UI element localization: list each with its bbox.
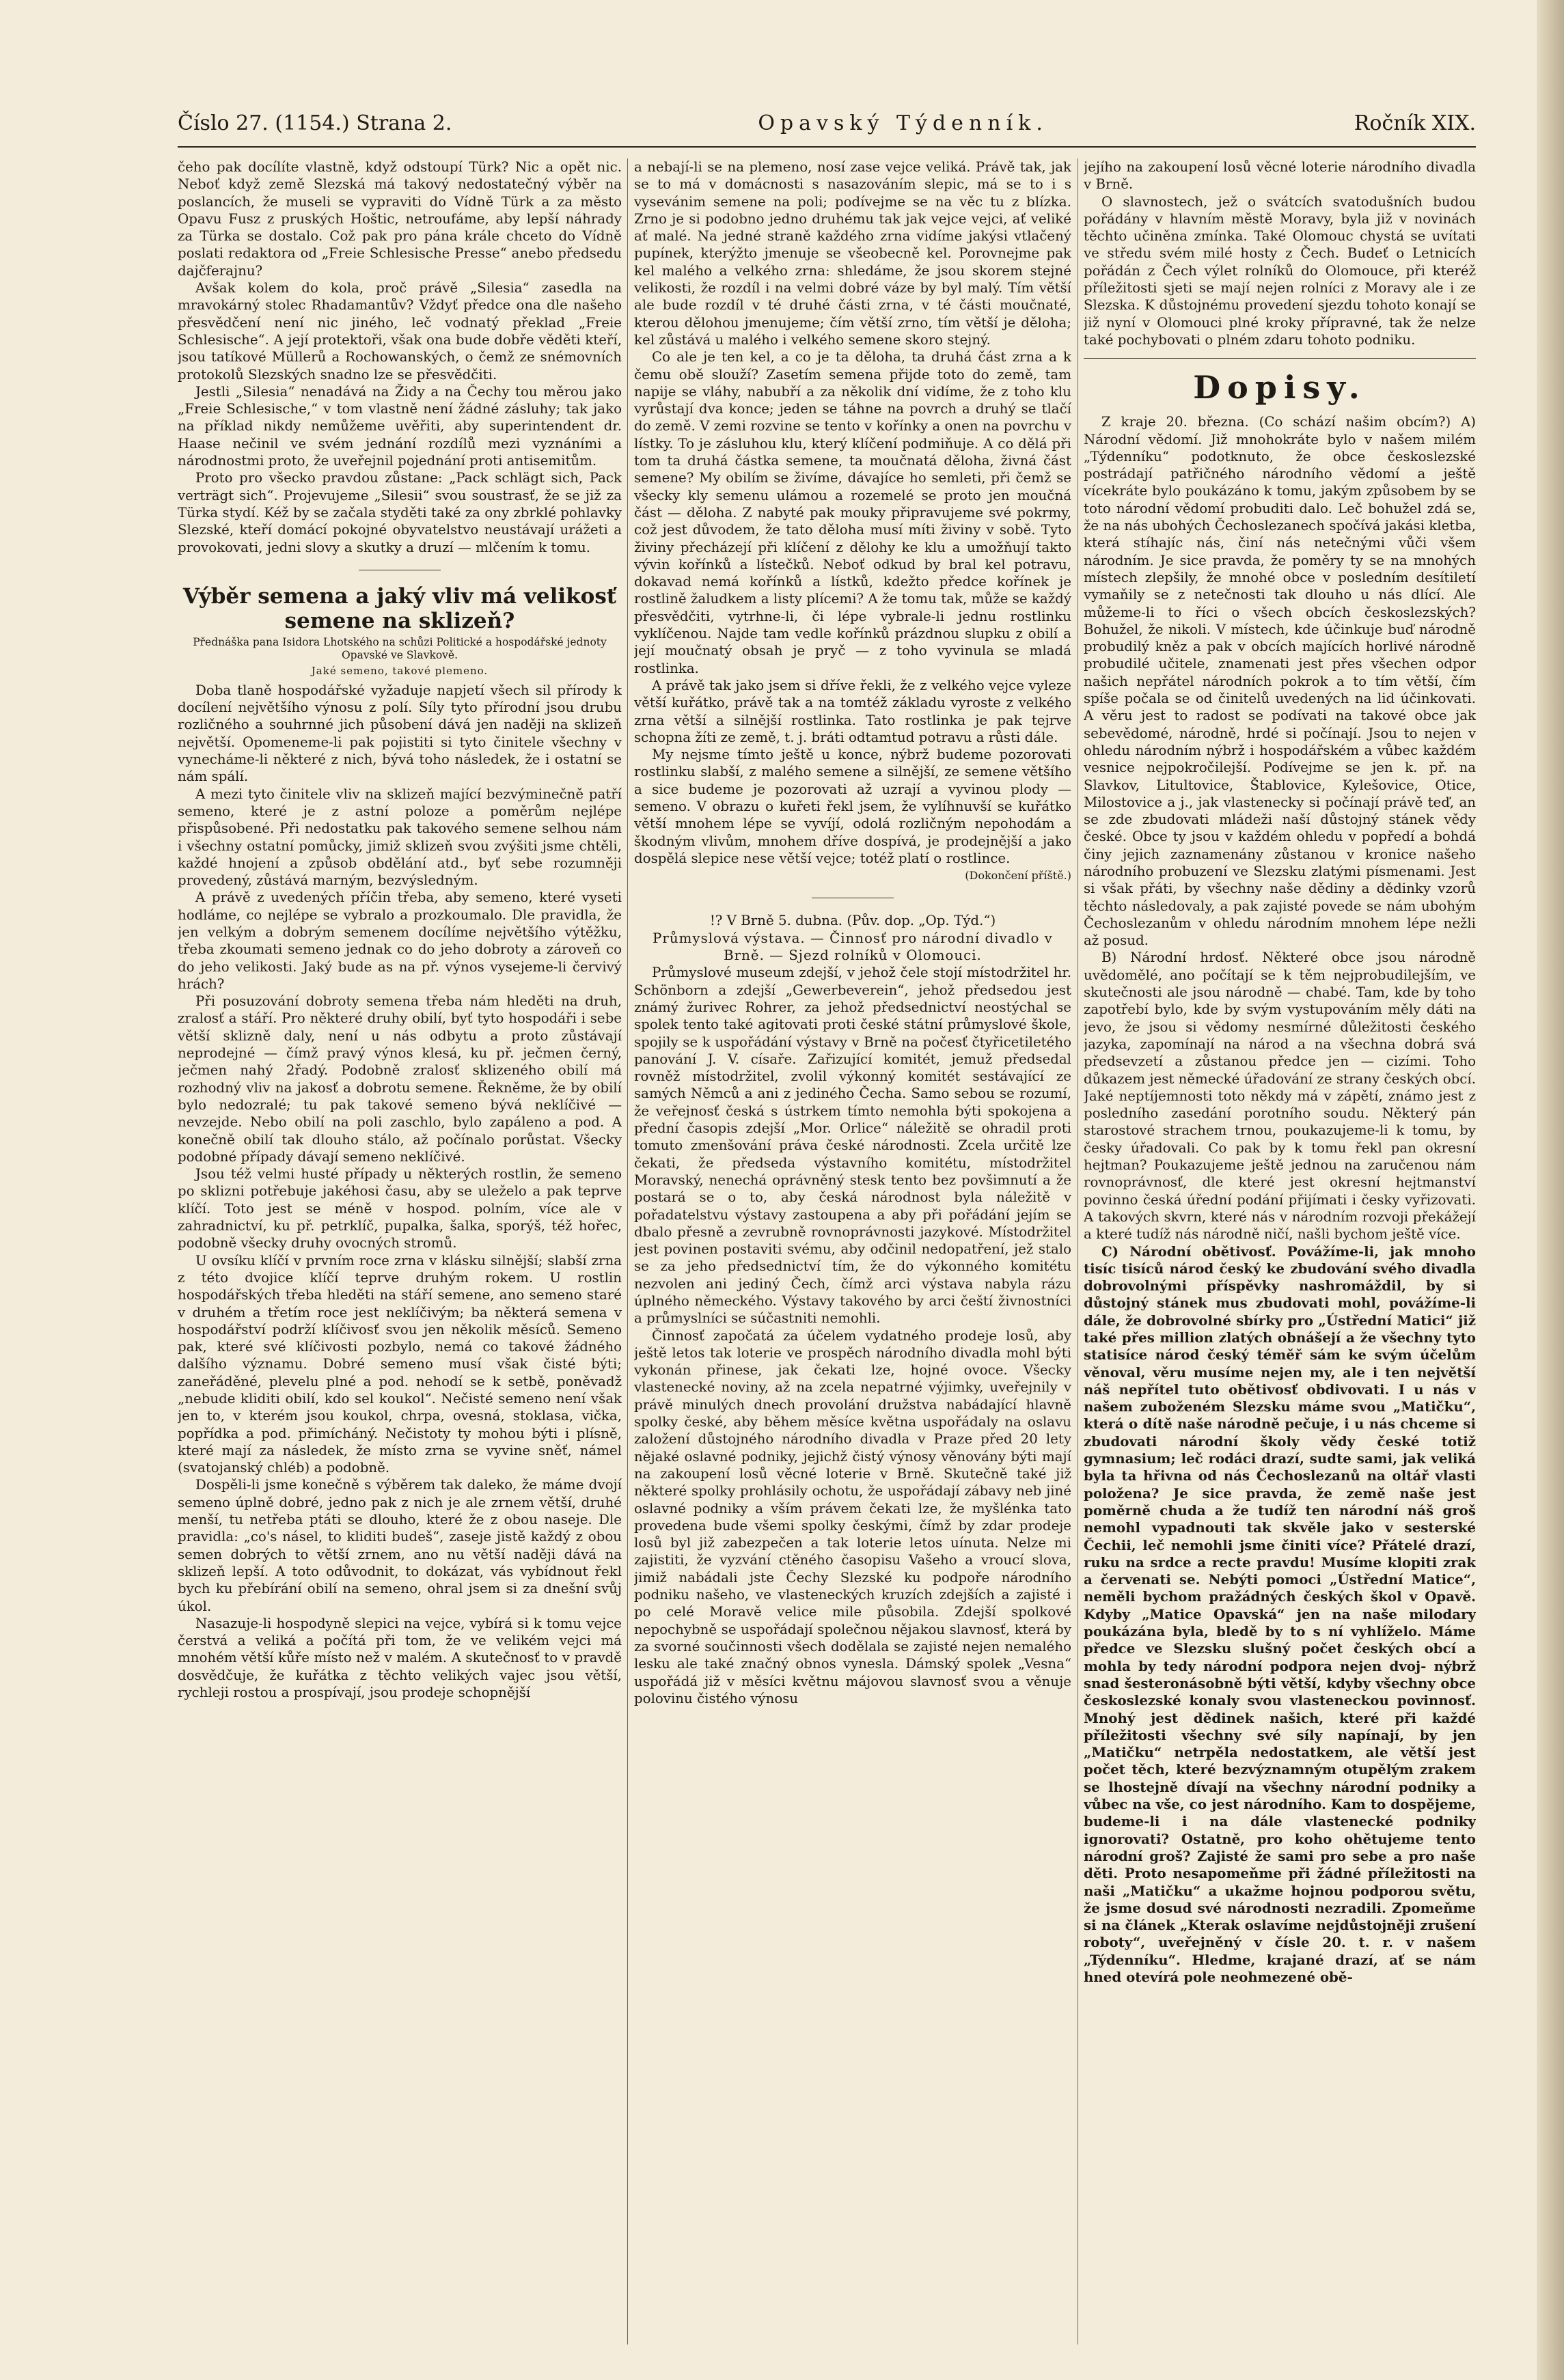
page-spine-shadow <box>1537 0 1564 2380</box>
paragraph: jejího na zakoupení losů věcné loterie národního divadla v Brně. <box>1084 159 1476 193</box>
paragraph: Jestli „Silesia“ nenadává na Židy a na Čechy tou měrou jako „Freie Schlesische,“ v tom vlastně není žádné zásluhy; tak jako na příklad nikdy nemůžeme uvěřiti, aby superintendent dr. Haase nečinil ve svém jednání rozdílů mezi vyznáními a národnostmi proto, že uveřejnil pojednání proti antisemitům. <box>178 383 622 469</box>
paragraph: O slavnostech, jež o svátcích svatodušních budou pořádány v hlavním městě Moravy, byla již v novinách těchto učiněna zmínka. Také Olomouc chystá se uvítati ve středu svém milé hosty z Čech. Budeť o Letnicích pořádán z Čech výlet rolníků do Olomouce, při kteréž příležitosti sjeti se mají nejen rolníci z Moravy ale i ze Slezska. K důstojnému provedení sjezdu tohoto konají se již nyní v Olomouci plné kroky přípravné, tak že nelze také pochybovati o plném zdaru tohoto podniku. <box>1084 193 1476 348</box>
paragraph: Z kraje 20. března. (Co schází našim obcím?) A) Národní vědomí. Již mnohokráte bylo v našem milém „Týdenníku“ podotknuto, že obce českoslezské postrádají patřičného národního vědomí a ještě vícekráte bylo poukázáno k tomu, jakým způsobem by se toto národní vědomí probuditi dalo. Leč bohužel zdá se, že na nás ubohých Čechoslezanech spočívá jakási kletba, která stíhajíc nás, činí nás netečnými vůči všem národním. Je sice pravda, že poměry ty se na mnohých místech zlepšily, že mnohé obce v posledním desítiletí vymaňily se z netečnosti tak dlouho u nás dlící. Ale můžeme-li to říci o všech obcích českoslezských? Bohužel, že nikoli. V místech, kde účinkuje buď národně probudilý kněz a pak v obcích majících horlivé národně probudilé učitele, znamenati jest přes všechen odpor našich nepřátel národních pokrok a to tím větší, čím spíše počala se od činitelů uvedených na lid účinkovati. A věru jest to radost se podívati na takové obce jak sebevědomé, národně, hrdé si počínají. Jsou to nejen v ohledu národním nýbrž i hospodářském a vůbec každém vesnice nejpokročilejší. Podívejme se jen k. př. na Slavkov, Litultovice, Štablovice, Kylešovice, Otice, Milostovice a j., jak vlastenecky si počínají právě teď, an se zde zbudovati mládeži naší důstojný stánek vědy české. Obce ty jsou v každém ohledu v popředí a bohdá činy jejich zaznamenány zůstanou v kronice našeho národního probuzení ve Slezsku zlatými písmenami. Jest si však přáti, by všechny naše dědiny a dědinky vzorů těchto následovaly, a pak zajisté povede se nám ubohým Čechoslezanům v ohledu národním mnohem lépe nežli až posud. <box>1084 414 1476 949</box>
article-title: Výběr semena a jaký vliv má velikosť semene na sklizeň? <box>182 583 617 633</box>
paragraph: A právě tak jako jsem si dříve řekli, že z velkého vejce vyleze větší kuřátko, právě tak a na tomtéž základu vyroste z velkého zrna větší a silnější rostlinka. Tato rostlinka je pak tejrve schopna žíti ze země, t. j. bráti odtamtud potravu a růsti dále. <box>634 677 1071 745</box>
paragraph: Při posuzování dobroty semena třeba nám hleděti na druh, zralosť a stáří. Pro některé druhy obilí, byť tyto hospodáři i sebe větší sklizně daly, není u nás odbytu a proto zůstávají neprodejné — čímž pravý výnos klesá, ku př. ječmen černý, ječmen nahý 2řadý. Podobně zralosť sklizeného obilí má rozhodný vliv na jakosť a dobrotu semene. Řekněme, že by obilí bylo nedozralé; tu pak takové semeno bývá neklíčivé — nevzejde. Nebo obilí na poli zaschlo, bylo zapáleno a pod. A konečně obilí tak dlouho stálo, až počínalo porůstat. Všecky podobné případy dávají semeno neklíčivé. <box>178 993 622 1165</box>
paragraph: C) Národní obětivosť. Povážíme-li, jak mnoho tisíc tisíců národ český ke zbudování svého divadla dobrovolnými příspěvky nashromáždil, by si důstojný stánek mus zbudovati mohl, povážíme-li dále, že dobrovolné sbírky pro „Ústřední Matici“ již také přes million zlatých obnášejí a že všechny tyto statisíce národ český téměř sám ke svým účelům věnoval, věru musíme nejen my, ale i ten největší náš nepřítel tuto obětivosť obdivovati. I u nás v našem zuboženém Slezsku máme svou „Matičku“, která o dítě naše národně pečuje, i u nás chceme si zbudovati národní školy vědy české totiž gymnasium; leč rodáci drazí, sudte sami, jak veliká byla ta hřivna od nás Čechoslezanů na oltář vlasti položena? Je sice pravda, že země naše jest poměrně chuda a že tudíž ten národní náš groš nemohl vypadnouti tak skvěle jako v sesterské Čechii, leč nemohli jsme činiti více? Přátelé drazí, ruku na srdce a recte pravdu! Musíme klopiti zrak a červenati se. Nebýti pomoci „Ústřední Matice“, neměli bychom pražádných českých škol v Opavě. Kdyby „Matice Opavská“ jen na naše milodary poukázána byla, bledě by to s ní vyhlíželo. Máme předce ve Slezsku slušný počet českých obcí a mohla by tedy národní podpora nejen dvoj- nýbrž snad šesteronásobně býti větší, kdyby všechny obce českoslezské konaly svou vlasteneckou povinnosť. Mnohý jest dědinek našich, které při každé příležitosti všechny své síly napínají, by jen „Matičku“ netrpěla nedostatkem, ale větší jest počet těch, které bezvýznamným otupělým zrakem se lhostejně dívají na všechny národní podniky a vůbec na vše, co jest národního. Kam to dospějeme, budeme-li i na dále vlastenecké podniky ignorovati? Ostatně, pro koho ohětujeme tento národní groš? Zajisté že sami pro sebe a pro naše děti. Proto nesapomeňme při žádné příležitosti na naši „Matičku“ a ukažme hojnou podporou světu, že jsme dosud své národnosti nezradili. Zpomeňme si na článek „Kterak oslavíme nejdůstojněji zrušení roboty“, uveřejněný v čísle 20. t. r. v našem „Týdenníku“. Hledme, krajané drazí, ať se nám hned otevírá pole neohmezené obě- <box>1084 1243 1476 1985</box>
paragraph: Nasazuje-li hospodyně slepici na vejce, vybírá si k tomu vejce čerstvá a veliká a počítá při tom, že ve velikém vejci má mnohém větší kůře místo než v malém. A skutečnosť to v pravdě dosvědčuje, že kuřátka z těchto velikých vajec jsou větší, rychleji rostou a prospívají, jsou prodeje schopnější <box>178 1615 622 1701</box>
column-divider <box>627 158 628 2344</box>
issue-number: Číslo 27. (1154.) Strana 2. <box>178 111 452 135</box>
paragraph: Co ale je ten kel, a co je ta děloha, ta druhá část zrna a k čemu obě slouží? Zasetím semena přijde toto do země, tam napije se vláhy, nabubří a za několik dní vidíme, že z toho klu vyrůstají dva konce; jeden se táhne na povrch a druhý se tlačí do země. V zemi rozvine se tento v kořínky a onen na povrchu v lístky. To je zásluhou klu, který klíčení podmiňuje. A co dělá při tom ta druhá částka semene, ta moučnatá děloha, živná část semene? My obilím se živíme, dávajíce ho semleti, při čemž se všecky kly semenu ulámou a rozemelé se proto jen moučná část — děloha. Z nabyté pak mouky připravujeme své pokrmy, což jest důvodem, že tato děloha musí míti živiny v sobě. Tyto živiny přecházejí při klíčení z dělohy ke klu a umožňují takto vývin kořínků a lístečků. Neboť odkud by bral kel potravu, dokavad nemá kořínků a lístků, kdežto předce kořínek je rostlině žaludkem a listy plícemi? A že tomu tak, může se každý přesvědčiti, vytrhne-li, či lépe vybrale-li jednu rostlinku vyklíčenou. Najde tam vedle kořínků prázdnou slupku z obilí a její moučnatý obsah je pryč — z toho vyvinula se mladá rostlinka. <box>634 349 1071 676</box>
paragraph: Proto pro všecko pravdou zůstane: „Pack schlägt sich, Pack verträgt sich“. Projevujeme „Silesii“ svou soustrasť, že se již za Türka stydí. Kéž by se začala styděti také za ony zbrklé pohlavky Slezské, kteří domácí pokojné obyvatelstvo neustávají urážeti a provokovati, jedni slovy a skutky a druzí — mlčením k tomu. <box>178 470 622 555</box>
paragraph: Doba tlaně hospodářské vyžaduje napjetí všech sil přírody k docílení největšího výnosu z polí. Síly tyto přírodní jsou drubu rozličného a souhrnné jich působení dává jen naději na sklizeň největší. Opomeneme-li pak pojistiti si tyto činitele všechny v vynecháme-li některé z nich, bývá toho následek, že i ostatní se nám spálí. <box>178 682 622 785</box>
column-2 <box>634 158 1071 2351</box>
volume-number: Ročník XIX. <box>1354 111 1476 135</box>
continued-note: (Dokončení příště.) <box>965 869 1071 883</box>
paragraph: čeho pak docílíte vlastně, když odstoupí Türk? Nic a opět nic. Neboť když země Slezská má takový nedostatečný výběr na poslancích, že museli se vypraviti do Vídně Türk a za město Opavu Fusz z pruských Hoštic, netroufáme, aby lepší náhrady za Türka se dostalo. Což pak pro pána krále chceto do Vídně poslati redaktora od „Freie Schlesische Presse“ anebo předsedu dajčferajnu? <box>178 159 622 279</box>
paragraph: A mezi tyto činitele vliv na sklizeň mající bezvýminečně patří semeno, které je z astní poloze a poměrům nejlépe přispůsobené. Při nedostatku pak takového semene selhou nám i všechny ostatní pomůcky, jimiž sklizeň svou zvýšiti jsme chtěli, každé hnojení a způsob obdělání atd., byť sebe rozumněji provedený, zůstává marným, bezvýsledným. <box>178 786 622 889</box>
paragraph: Jsou též velmi husté případy u některých rostlin, že semeno po sklizni potřebuje jakéhosi času, aby se uleželo a pak teprve klíčí. Toto jest se méně v hospod. polním, více ale v zahradnictví, ku př. petrklíč, pupalka, šalka, sporýš, též hořec, podobně všecky druhy ovocných stromů. <box>178 1166 622 1251</box>
section-heading-dopisy: Dopisy. <box>1193 369 1367 406</box>
article-motto: Jaké semeno, takové plemeno. <box>311 664 489 677</box>
news-subheads: Průmyslová výstava. — Činnosť pro národní divadlo v Brně. — Sjezd rolníků v Olomouci. <box>653 930 1053 964</box>
masthead-title: Opavský Týdenník. <box>758 111 1048 135</box>
paragraph: Avšak kolem do kola, proč právě „Silesia“ zasedla na mravokárný stolec Rhadamantův? Vždyť předce ona dle našeho přesvědčení není nic jiného, leč vodnatý překlad „Freie Schlesische“. A její protektoři, však ona bude dobře věděti kteří, jsou tatíkové Müllerů a Rochowanských, o čemž ze snémovních protokolů Slezských snadno lze se přesvědčiti. <box>178 280 622 383</box>
section-separator <box>1084 358 1476 359</box>
header-rule <box>178 146 1476 148</box>
news-dateline: !? V Brně 5. dubna. (Pův. dop. „Op. Týd.“) <box>709 913 996 929</box>
paragraph: Činnosť započatá za účelem vydatného prodeje losů, aby ještě letos tak loterie ve prospěch národního divadla mohl býti vykonán přinese, jak čekati lze, hojné ovoce. Všecky vlastenecké noviny, až na zcela nepatrné výjimky, uveřejnily v právě minulých dnech provolání družstva nabádající hlavně spolky české, aby během měsíce května uspořádaly na oslavu založení důstojného národního divadla v Praze před 20 lety nějaké oslavné podniky, jejichž čistý výnosy věnovány býti mají na zakoupení losů věcné loterie v Brně. Skutečně také již některé spolky prohlásily ochotu, že uspořádají zábavy neb jiné oslavné podniky a vším právem čekati lze, že myšlénka tato provedena bude všemi spolky českými, čímž by zdar prodeje losů byl již zabezpečen a tak loterie letos uínuta. Nelze mi zajistiti, že vyzvání ctěného časopisu Vašeho a vroucí slova, jimiž nabádali jste Čechy Slezské ku podpoře národního podniku našeho, ve vlasteneckých kruzích zdejších a zajisté i po celé Moravě velice mile působila. Zdejší spolkové nepochybně se uspořádají společnou nějakou slavnosť, která by za svorné součinnosti všech dodělala se zajisté nejen nemalého lesku ale také značný obnos vynesla. Dámský spolek „Vesna“ uspořádá již v měsíci květnu májovou slavnosť svou a věnuje polovinu čistého výnosu <box>634 1327 1071 1706</box>
paragraph: A právě z uvedených příčin třeba, aby semeno, které vyseti hodláme, co nejlépe se vybralo a prozkoumalo. Dle pravidla, že jen velkým a dobrým semenem docílíme největšího výtěžku, třeba zkoumati semeno jednak co do jeho dobroty a zároveň co do jeho velikosti. Jaký bude as na př. výnos vysejeme-li červivý hrách? <box>178 889 622 992</box>
article-subtitle: Přednáška pana Isidora Lhotského na schůzi Politické a hospodářské jednoty Opavské ve Slavkově. <box>193 635 607 661</box>
column-3 <box>1084 158 1476 2351</box>
paragraph: B) Národní hrdosť. Některé obce jsou národně uvědomělé, ano počítají se k těm nejprobudilejším, ve skutečnosti ale jsou národně — chabé. Tam, kde by toho zapotřebí bylo, kde by svým vystupováním měly dáti na jevo, že jsou si vědomy nesmírné důležitosti českého jazyka, zapomínají na národ a na všechna dobrá svá předsevzetí a zůstanou předce jen — cizími. Toho důkazem jest německé úřadování ze strany českých obcí. Jaké neptíjemnosti toto někdy má v zápětí, známo jest z posledního zasedání porotního soudu. Některý pán starostové strachem trnou, poukazujeme-li k tomu, by česky úřadovali. Co pak by k tomu řekl pan okresní hejtman? Poukazujeme ještě jednou na zaručenou nám rovnoprávnosť, dle které jest okresní hejtmanství povinno česká úřední podání přijímati i česky vyřizovati. A takových skvrn, které nás v národním rozvoji překážejí a které tudíž nás národně ničí, našli bychom ještě více. <box>1084 950 1476 1243</box>
paragraph: Průmyslové museum zdejší, v jehož čele stojí místodržitel hr. Schönborn a zdejší „Gewerbeverein“, jehož předsedou jest známý žurivec Rohrer, za jehož předsednictví neostýchal se spolek tento také agitovati proti české státní průmyslové škole, spojily se k uspořádání výstavy v Brně na počesť čtyřicetiletého panování J. V. císaře. Zařizující komitét, jemuž předsedal rovněž místodržitel, zvolil výkonný komitét sestávající ze samých Němců a ani z jediného Čecha. Samo sebou se rozumí, že veřejnosť česká s ústrkem tímto nemohla býti spokojena a přední časopis zdejší „Mor. Orlice“ náležitě se ohradil proti tomuto zmenšování práva české národnosti. Zcela určitě lze čekati, že předseda výstavního komitétu, místodržitel Moravský, nenechá oprávněný stesk tento bez povšimnutí a že postará se o to, aby česká národnost byla náležitě v pořadatelstvu výstavy zastoupena a aby při pořádání jejím se dbalo přesně a zevrubně rovnoprávnosti jazykové. Místodržitel jest povinen postaviti svému, aby odčinil nedopatření, jež stalo se za jeho předsednictví tím, že do výkonného komitétu nezvolen ani jediný Čech, čímž arci výstava nabyla rázu úplného německého. Výstavy takového by arci čeští živnostníci a průmyslníci se súčastniti nemohli. <box>634 965 1071 1327</box>
column-1 <box>178 158 622 2351</box>
paragraph: U ovsíku klíčí v prvním roce zrna v klásku silnější; slabší zrna z této dvojice klíčí teprve druhým rokem. U rostlin hospodářských třeba hleděti na stáří semene, ano semeno staré v druhém a třetím roce jest neklíčivým; ba některá semena v hospodářství podrží klíčivosť svou jen několik měsíců. Semeno pak, které své klíčivosti pozbylo, nemá co takové žádného dalšího významu. Dobré semeno musí však čisté býti; zaneřáděné, plevelu plné a pod. nehodí se k setbě, poněvadž „nebude kliditi obilí, kdo sel koukol“. Nečisté semeno není však jen to, v kterém jsou koukol, chrpa, ovesná, stoklasa, vička, popřídka a pod. přimícháný. Nečistoty ty mohou býti i plísně, které mají za následek, že místo zrna se vyvine sněť, námel (svatojanský chléb) a podobně. <box>178 1252 622 1476</box>
page-header <box>178 102 1476 143</box>
paragraph: a nebají-li se na plemeno, nosí zase vejce veliká. Právě tak, jak se to má v domácnosti s nasazováním slepic, má se to i s vysevánim semene na poli; podívejme se na věc tu z blízka. Zrno je si podobno jedno druhému tak jak vejce vejci, ať veliké ať malé. Na jedné straně každého zrna vidíme jakýsi vtlačený pupínek, kterýžto jmenuje se všeobecně kel. Porovnejme pak kel malého a velkého zrna: shledáme, že jsou skorem stejné velikosti, že rozdíl i na velmi dobré váze by byl malý. Tím větší ale bude rozdíl v té druhé části zrna, v té části moučnaté, kterou dělohou jmenujeme; čím větší zrno, tím větší je děloha; kel zůstává u malého i velkého semene skoro stejný. <box>634 159 1071 348</box>
paragraph: My nejsme tímto ještě u konce, nýbrž budeme pozorovati rostlinku slabší, z malého semene a silnější, ze semene většího a sice budeme je pozorovati až uzrají a vyvinou plody — semeno. V obrazu o kuřeti řekl jsem, že vylíhnuvší se kuřátko větší mnohem lépe se vyvíjí, odolá rozličným nepohodám a škodným vlivům, mnohem dříve dospívá, je prodejnější a jako dospělá slepice nese větší vejce; totéž platí o rostlince. <box>634 747 1071 866</box>
paragraph: Dospěli-li jsme konečně s výběrem tak daleko, že máme dvojí semeno úplně dobré, jedno pak z nich je ale zrnem větší, druhé menší, tu netřeba ptáti se dlouho, které že z obou naseje. Dle pravidla: „co's násel, to kliditi budeš“, zaseje jistě každý z obou semen dobrých to větší zrnem, ano nu větší naději dává na sklizeň lepší. A toto odůvodnit, to dokázat, vás vybídnout řekl bych ku přebírání obilí na semeno, ohral jsem si za dnešní svůj úkol. <box>178 1477 622 1614</box>
